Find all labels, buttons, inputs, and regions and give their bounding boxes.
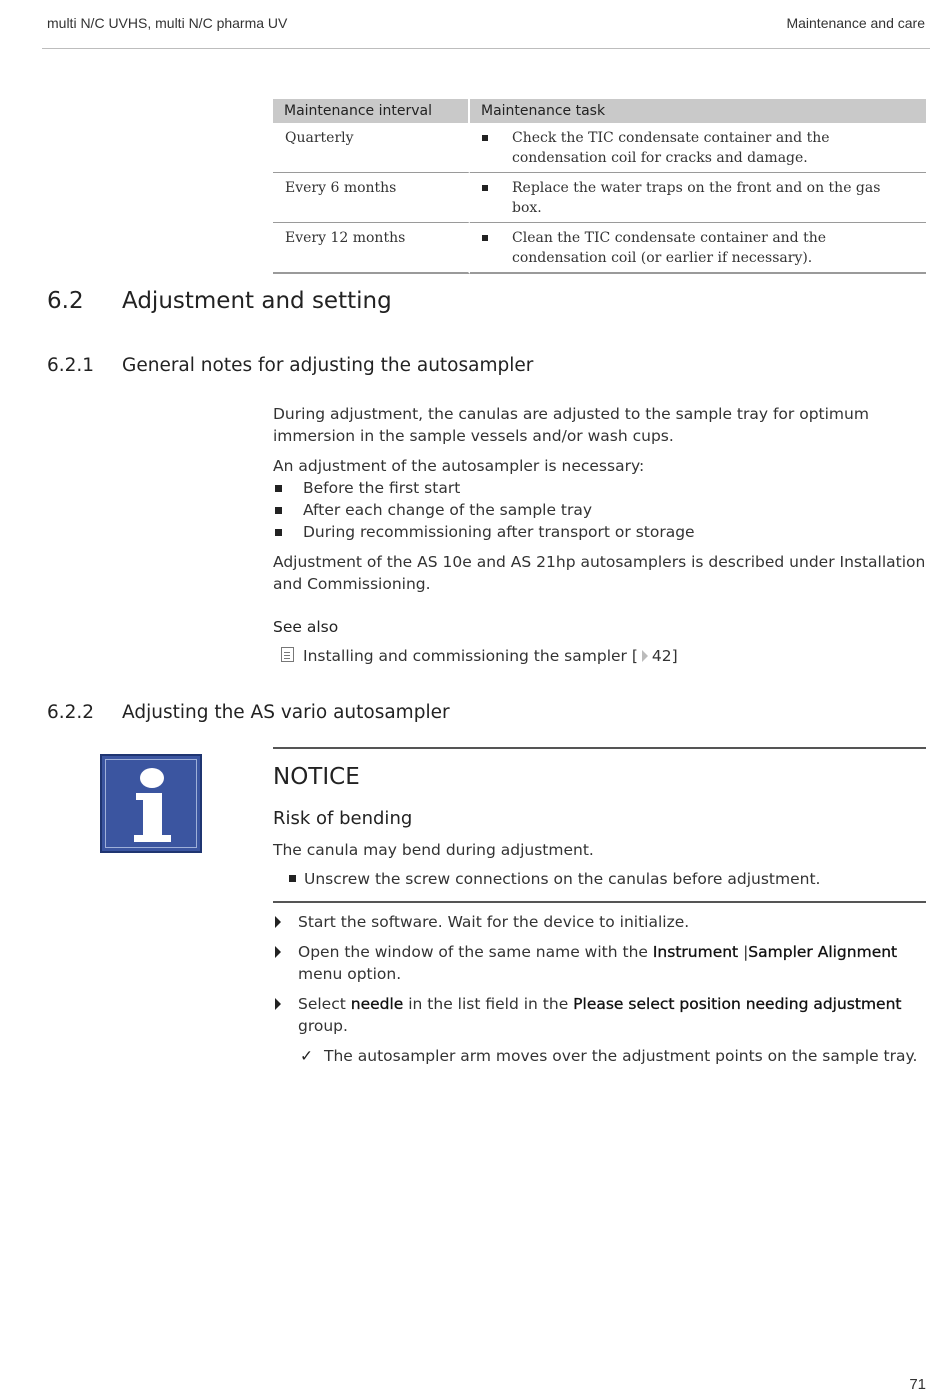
info-glyph: [102, 756, 204, 855]
step-text: menu option.: [298, 965, 402, 983]
table-row: [273, 223, 926, 274]
bullet-square-icon: [289, 875, 296, 882]
interval-cell: Quarterly: [273, 123, 470, 173]
bullet-square-icon: [275, 507, 282, 514]
bullet-square-icon: [275, 485, 282, 492]
group-name: Please select position needing adjustment: [573, 995, 902, 1013]
col-header-task: Maintenance task: [470, 99, 926, 123]
bullet-square-icon: [275, 529, 282, 536]
step-result: [273, 1045, 928, 1067]
step-text: Select: [298, 995, 351, 1013]
section-number: 6.2: [47, 288, 84, 314]
bullet-list: [273, 477, 928, 543]
step-item: [273, 941, 928, 985]
step-text: Open the window of the same name with the: [298, 943, 653, 961]
task-text: Check the TIC condensate container and the condensation coil for cracks and damage.: [512, 130, 830, 166]
notice-bottom-rule: [273, 901, 926, 903]
task-cell: [470, 123, 926, 173]
notice-text: The canula may bend during adjustment.: [273, 841, 594, 859]
page-number: 71: [909, 1376, 926, 1393]
triangle-right-icon: [275, 916, 281, 928]
section-title: Adjustment and setting: [122, 288, 392, 314]
page-ref-triangle-icon: [642, 650, 648, 662]
section-title: General notes for adjusting the autosampler: [122, 355, 534, 376]
task-cell: [470, 223, 926, 274]
section-heading-6-2-2: [47, 702, 450, 723]
header-rule: [42, 48, 930, 49]
see-also-link[interactable]: [281, 647, 678, 665]
list-item: [273, 521, 928, 543]
bullet-square-icon: [482, 185, 488, 191]
list-field-value: needle: [350, 995, 404, 1013]
section-title: Adjusting the AS vario autosampler: [122, 702, 450, 723]
document-icon: [281, 647, 294, 662]
triangle-right-icon: [275, 946, 281, 958]
see-also-link-text: Installing and commissioning the sampler [: [303, 647, 638, 665]
section-number: 6.2.1: [47, 355, 95, 376]
see-also-heading: See also: [273, 618, 339, 636]
notice-top-rule: [273, 747, 926, 749]
paragraph: During adjustment, the canulas are adjusted to the sample tray for optimum immersion in the sample vessels and/or wash cups.: [273, 405, 869, 445]
header-left: multi N/C UVHS, multi N/C pharma UV: [47, 15, 288, 31]
triangle-right-icon: [275, 998, 281, 1010]
notice-bullet: [289, 870, 820, 888]
interval-cell: Every 6 months: [273, 173, 470, 223]
notice-bullet-text: Unscrew the screw connections on the canulas before adjustment.: [304, 870, 821, 888]
col-header-interval: Maintenance interval: [273, 99, 470, 123]
section-number: 6.2.2: [47, 702, 95, 723]
result-text: The autosampler arm moves over the adjustment points on the sample tray.: [324, 1047, 918, 1065]
checkmark-icon: ✓: [300, 1047, 313, 1065]
step-text: Start the software. Wait for the device to initialize.: [298, 913, 690, 931]
list-item-text: After each change of the sample tray: [303, 501, 593, 519]
notice-subtitle: Risk of bending: [273, 808, 413, 829]
section-heading-6-2: [47, 288, 392, 314]
menu-name: Instrument: [652, 943, 739, 961]
step-text: in the list field in the: [403, 995, 574, 1013]
list-item: [273, 499, 928, 521]
list-item: [273, 477, 928, 499]
task-cell: [470, 173, 926, 223]
paragraph: An adjustment of the autosampler is necessary:: [273, 457, 645, 475]
step-text: group.: [298, 1017, 348, 1035]
interval-cell: Every 12 months: [273, 223, 470, 274]
section-6-2-1-body: [273, 403, 928, 603]
step-item: [273, 993, 928, 1037]
bullet-square-icon: [482, 135, 488, 141]
procedure-steps: [273, 911, 928, 1067]
section-heading-6-2-1: [47, 355, 533, 376]
notice-title: NOTICE: [273, 764, 360, 790]
paragraph: Adjustment of the AS 10e and AS 21hp autosamplers is described under Installation and Commissioning.: [273, 553, 926, 593]
menu-option: Sampler Alignment: [748, 943, 898, 961]
step-item: [273, 911, 928, 933]
bullet-square-icon: [482, 235, 488, 241]
step-text: |: [738, 943, 749, 961]
table-header-row: [273, 99, 926, 123]
maintenance-table: [273, 99, 926, 274]
table-row: [273, 123, 926, 173]
header-right: Maintenance and care: [786, 15, 925, 31]
table-row: [273, 173, 926, 223]
task-text: Replace the water traps on the front and on the gas box.: [512, 180, 881, 216]
info-icon: [100, 754, 202, 853]
see-also-page: 42]: [651, 647, 678, 665]
task-text: Clean the TIC condensate container and the condensation coil (or earlier if necessary).: [512, 230, 827, 266]
list-item-text: During recommissioning after transport or storage: [303, 523, 695, 541]
list-item-text: Before the first start: [303, 479, 461, 497]
